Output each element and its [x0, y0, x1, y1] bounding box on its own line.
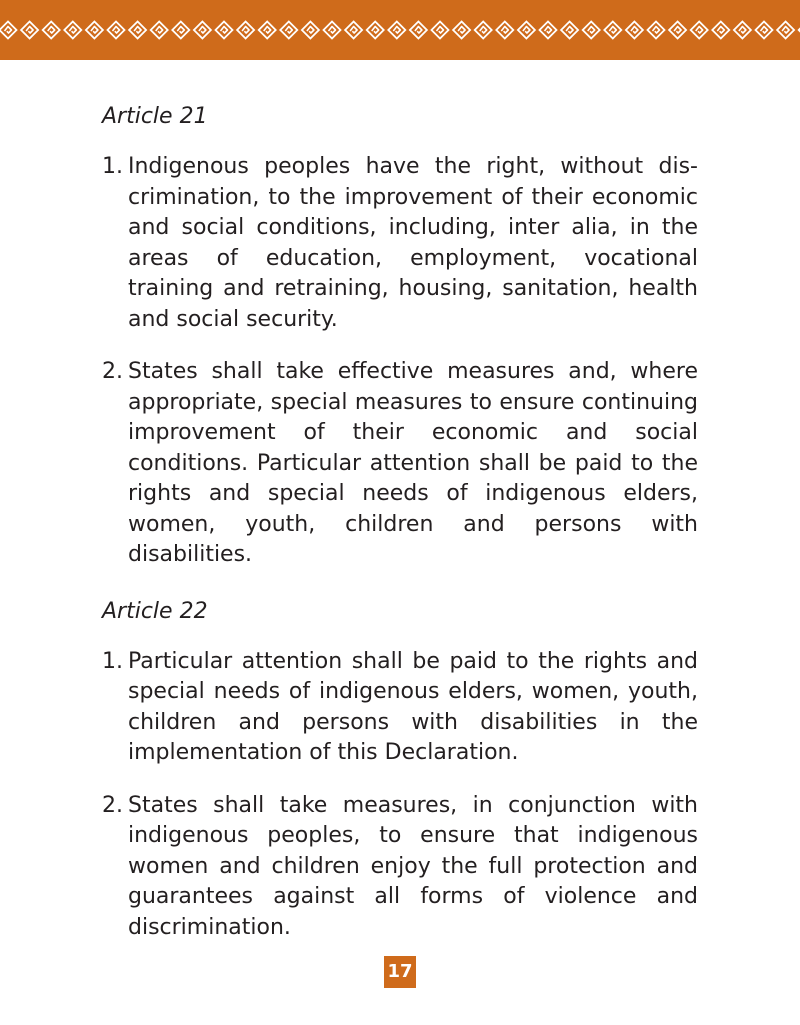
- clause-text: States shall take effective measures and, where appropriate, special measures to ensure continuing improvement of their economic and social conditions. Particular attention shall be paid to the rights and special needs of indigenous elders, women, youth, children and persons with disabilities.: [128, 359, 698, 567]
- article-22-clause-2: [102, 791, 698, 944]
- clause-number: 2.: [102, 359, 123, 384]
- clause-text: Indigenous peoples have the right, without discrimination, to the improvement of their economic and social conditions, including, inter alia, in the areas of education, employment, vocational training and retraining, housing, sanitation, health and social security.: [128, 154, 698, 332]
- page-number-badge: 17: [384, 956, 416, 988]
- clause-text: States shall take measures, in conjunction with indigenous peoples, to ensure that indigenous women and children enjoy the full protection and guarantees against all forms of violence and discrimination.: [128, 792, 698, 940]
- article-22-clauses: [102, 647, 698, 944]
- clause-text: Particular attention shall be paid to the rights and special needs of indigenous elders, women, youth, children and persons with disabilities in the implementation of this Declaration.: [128, 648, 698, 765]
- clause-number: 1.: [102, 648, 123, 674]
- decorative-header-band: [0, 0, 800, 60]
- clause-number: 1.: [102, 154, 123, 179]
- article-21-clauses: [102, 152, 698, 571]
- article-21-clause-2: [102, 357, 698, 571]
- article-22-heading: Article 22: [102, 598, 208, 624]
- article-21-clause-1: [102, 152, 698, 335]
- fret-pattern-border: [0, 0, 800, 60]
- article-22-clause-1: [102, 647, 698, 769]
- clause-number: 2.: [102, 792, 123, 818]
- article-21-heading: Article 21: [102, 104, 208, 129]
- page-content: [102, 102, 698, 943]
